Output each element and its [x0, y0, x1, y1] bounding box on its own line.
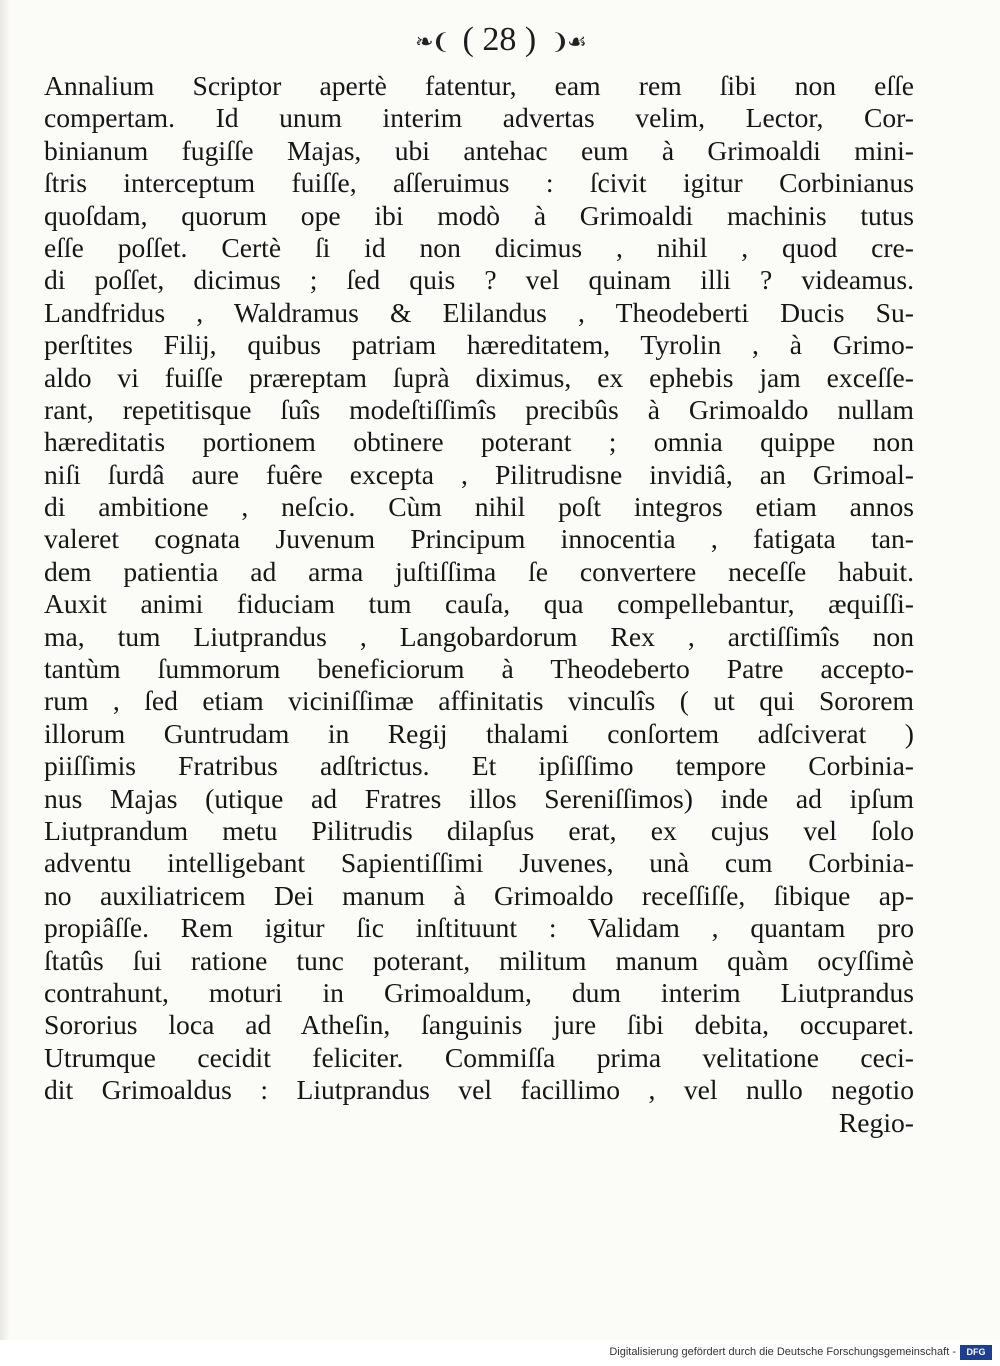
- ornament-right-icon: ❩☙: [550, 29, 585, 55]
- text-line: rant, repetitisque ſuîs modeſtiſſimîs precibûs à Grimoaldo nullam: [44, 393, 914, 425]
- text-line: ſtris interceptum fuiſſe, aſſeruimus : ſcivit igitur Corbinianus: [44, 167, 914, 199]
- text-line: piiſſimis Fratribus adſtrictus. Et ipſiſſimo tempore Corbinia-: [44, 750, 914, 782]
- text-line: Sororius loca ad Atheſin, ſanguinis jure ſibi debita, occuparet.: [44, 1009, 914, 1041]
- text-line: Landfridus , Waldramus & Elilandus , Theodeberti Ducis Su-: [44, 296, 914, 328]
- text-line: dem patientia ad arma juſtiſſima ſe convertere neceſſe habuit.: [44, 555, 914, 587]
- text-line: Auxit animi fiduciam tum cauſa, qua compellebantur, æquiſſi-: [44, 588, 914, 620]
- text-line: hæreditatis portionem obtinere poterant ; omnia quippe non: [44, 426, 914, 458]
- text-line: dit Grimoaldus : Liutprandus vel facillimo , vel nullo negotio: [44, 1074, 914, 1106]
- text-line: aldo vi fuiſſe præreptam ſuprà diximus, ex ephebis jam exceſſe-: [44, 361, 914, 393]
- funding-credit: Digitalisierung gefördert durch die Deutsche Forschungsgemeinschaft -: [609, 1346, 956, 1358]
- text-line: rum , ſed etiam viciniſſimæ affinitatis vinculîs ( ut qui Sororem: [44, 685, 914, 717]
- page-gutter-shadow: [0, 0, 10, 1340]
- text-line: perſtites Filij, quibus patriam hæreditatem, Tyrolin , à Grimo-: [44, 329, 914, 361]
- text-line: tantùm ſummorum beneficiorum à Theodeberto Patre accepto-: [44, 653, 914, 685]
- text-line: nus Majas (utique ad Fratres illos Sereniſſimos) inde ad ipſum: [44, 782, 914, 814]
- dfg-logo: DFG: [960, 1345, 992, 1360]
- digitization-footer: [0, 1340, 1000, 1366]
- text-line: quoſdam, quorum ope ibi modò à Grimoaldi machinis tutus: [44, 199, 914, 231]
- page-number: ( 28 ): [462, 21, 537, 58]
- text-line: contrahunt, moturi in Grimoaldum, dum interim Liutprandus: [44, 976, 914, 1008]
- text-line: Utrumque cecidit feliciter. Commiſſa prima velitatione ceci-: [44, 1041, 914, 1073]
- text-line: Liutprandum metu Pilitrudis dilapſus erat, ex cujus vel ſolo: [44, 814, 914, 846]
- text-line: ſtatûs ſui ratione tunc poterant, militum manum quàm ocyſſimè: [44, 944, 914, 976]
- page-body-text: [44, 70, 914, 1139]
- text-line: di ambitione , neſcio. Cùm nihil poſt integros etiam annos: [44, 491, 914, 523]
- page-header: [0, 20, 1000, 62]
- text-line: di poſſet, dicimus ; ſed quis ? vel quinam illi ? videamus.: [44, 264, 914, 296]
- catchword: Regio-: [838, 1106, 914, 1138]
- ornament-left-icon: ❧❨: [415, 29, 449, 55]
- text-line: ma, tum Liutprandus , Langobardorum Rex , arctiſſimîs non: [44, 620, 914, 652]
- text-line: propiâſſe. Rem igitur ſic inſtituunt : Validam , quantam pro: [44, 912, 914, 944]
- text-line: valeret cognata Juvenum Principum innocentia , fatigata tan-: [44, 523, 914, 555]
- text-line: illorum Guntrudam in Regij thalami conſortem adſciverat ): [44, 717, 914, 749]
- text-line: compertam. Id unum interim advertas velim, Lector, Cor-: [44, 102, 914, 134]
- text-line: no auxiliatricem Dei manum à Grimoaldo receſſiſſe, ſibique ap-: [44, 879, 914, 911]
- text-line: Annalium Scriptor apertè fatentur, eam rem ſibi non eſſe: [44, 70, 914, 101]
- text-line: niſi ſurdâ aure fuêre excepta , Pilitrudisne invidiâ, an Grimoal-: [44, 458, 914, 490]
- text-line: binianum fugiſſe Majas, ubi antehac eum à Grimoaldi mini-: [44, 134, 914, 166]
- text-line: adventu intelligebant Sapientiſſimi Juvenes, unà cum Corbinia-: [44, 847, 914, 879]
- text-line: eſſe poſſet. Certè ſi id non dicimus , nihil , quod cre-: [44, 231, 914, 263]
